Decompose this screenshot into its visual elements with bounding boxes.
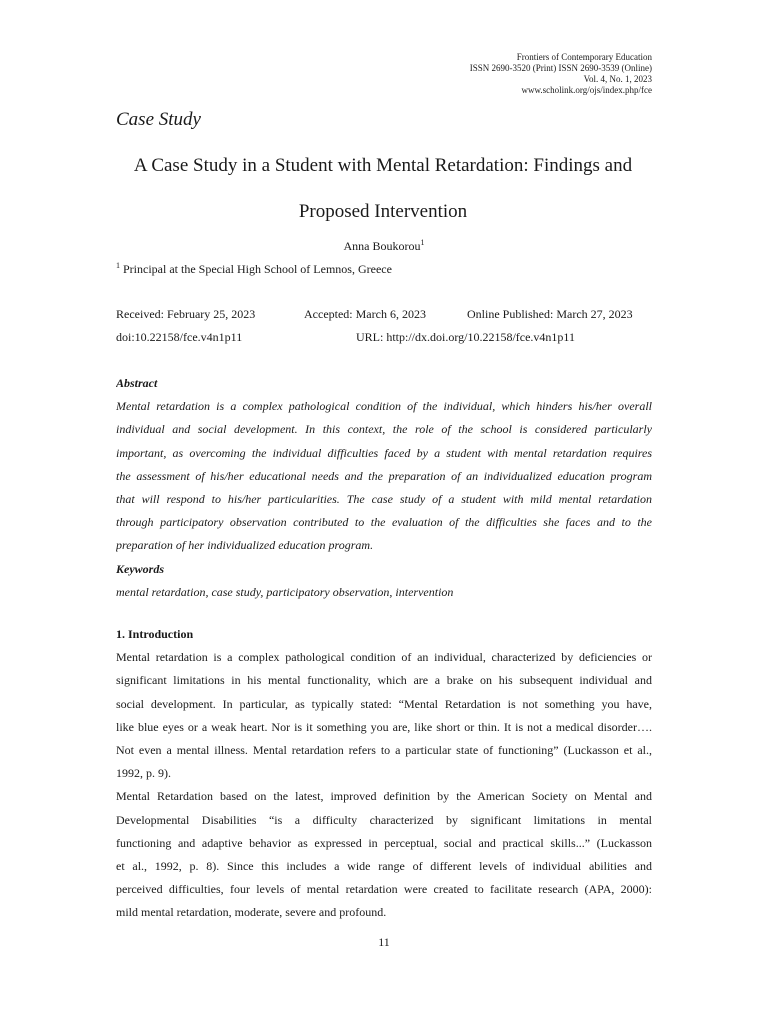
author-name: Anna Boukorou (343, 239, 421, 253)
affiliation-marker: 1 (116, 261, 120, 270)
body-line: mild mental retardation, moderate, severe and profound. (116, 905, 387, 920)
abstract-line: preparation of her individualized education program. (116, 538, 374, 553)
body-line: Not even a mental illness. Mental retardation refers to a particular state of functioning” (Luckasson et al., (116, 742, 652, 757)
section-label: Case Study (116, 109, 201, 130)
body-line: et al., 1992, p. 8). Since this includes a wide range of different levels of individual abilities and (116, 858, 652, 873)
paper-title-line-2: Proposed Intervention (298, 201, 468, 222)
abstract-line: important, as overcoming the individual difficulties faced by a student with mental retardation requires (116, 445, 652, 460)
introduction-heading: 1. Introduction (116, 627, 194, 641)
published-date: Online Published: March 27, 2023 (467, 307, 633, 321)
body-line: 1992, p. 9). (116, 766, 171, 781)
abstract-line: that will respond to his/her particularities. The case study of a student with mild mental retardation (116, 491, 652, 506)
body-line: Mental Retardation based on the latest, improved definition by the American Society on Mental and (116, 789, 652, 804)
abstract-line: the assessment of his/her educational needs and the preparation of an individualized education program (116, 468, 652, 483)
author-marker: 1 (420, 238, 425, 247)
accepted-date: Accepted: March 6, 2023 (304, 307, 426, 321)
abstract-line: Mental retardation is a complex pathological condition of the individual, which hinders his/her overall (116, 399, 652, 414)
abstract-heading: Abstract (116, 376, 158, 390)
journal-url: www.scholink.org/ojs/index.php/fce (521, 85, 652, 95)
paper-title-line-1: A Case Study in a Student with Mental Retardation: Findings and (133, 155, 633, 176)
introduction-section (116, 623, 652, 924)
abstract-line: individual and social development. In this context, the role of the school is considered particularly (116, 422, 652, 437)
body-line: significant limitations in his mental functionality, which are a brake on his subsequent individual and (116, 673, 652, 688)
journal-header (470, 52, 652, 96)
body-line: social development. In particular, as typically stated: “Mental Retardation is not something you have, (116, 696, 652, 711)
body-line: Developmental Disabilities “is a difficulty characterized by significant limitations in mental (116, 812, 652, 827)
journal-name: Frontiers of Contemporary Education (516, 52, 652, 62)
doi-url: URL: http://dx.doi.org/10.22158/fce.v4n1p11 (356, 330, 575, 344)
doi: doi:10.22158/fce.v4n1p11 (116, 330, 243, 344)
body-line: perceived difficulties, four levels of mental retardation were created to facilitate research (APA, 2000): (116, 882, 652, 897)
author (0, 238, 768, 254)
abstract-section (116, 372, 652, 604)
journal-volume: Vol. 4, No. 1, 2023 (583, 74, 652, 84)
journal-issn: ISSN 2690-3520 (Print) ISSN 2690-3539 (Online) (469, 63, 652, 73)
keywords-heading: Keywords (116, 561, 164, 576)
body-line: Mental retardation is a complex pathological condition of an individual, characterized by deficiencies or (116, 650, 652, 665)
body-line: functioning and adaptive behavior as expressed in perceptual, social and practical skills...” (Luckasson (116, 835, 652, 850)
abstract-body (116, 395, 652, 557)
received-date: Received: February 25, 2023 (116, 307, 256, 321)
page-number: 11 (378, 935, 390, 949)
affiliation-text: Principal at the Special High School of Lemnos, Greece (123, 262, 392, 276)
abstract-line: through participatory observation contributed to the evaluation of the difficulties she faces and to the (116, 515, 652, 530)
affiliation (116, 261, 392, 277)
body-line: like blue eyes or a weak heart. Nor is it something you are, like short or thin. It is not a medical disorder…. (116, 719, 652, 734)
keywords-text: mental retardation, case study, participatory observation, intervention (116, 584, 454, 599)
